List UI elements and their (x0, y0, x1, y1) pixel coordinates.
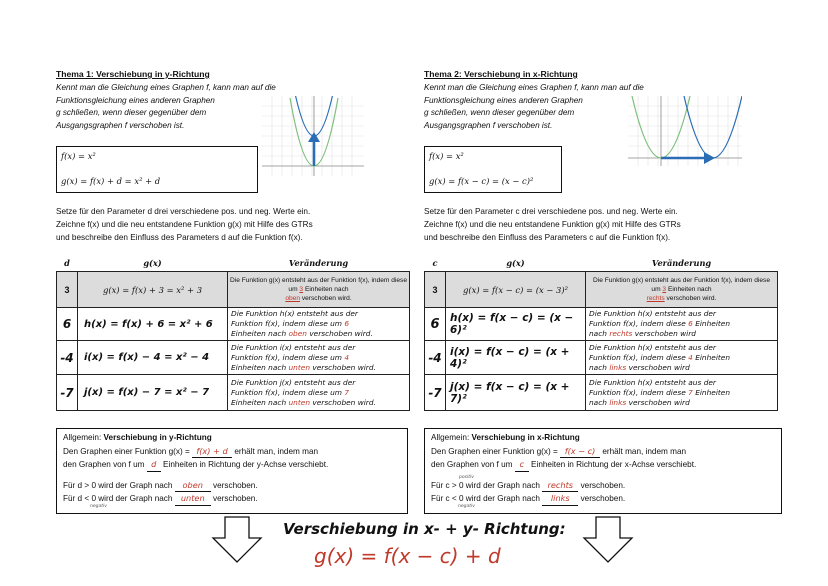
right-task-line: Setze für den Parameter c drei verschiedene pos. und neg. Werte ein. (424, 207, 678, 216)
dir: unten (288, 362, 310, 372)
row-func: h(x) = f(x) + 6 = x² + 6 (78, 308, 228, 341)
text: Einheiten nach (667, 285, 712, 293)
left-intro-line: Ausgangsgraphen f verschoben ist. (56, 120, 185, 130)
right-formula-box (424, 146, 562, 193)
text: Einheiten (695, 319, 731, 328)
text: Die Funktion h(x) entsteht aus der (589, 342, 716, 352)
blank-answer: c (515, 458, 529, 472)
row-param: -7 (425, 375, 446, 411)
text: verschoben wird. (312, 397, 376, 407)
left-formula-box (56, 146, 258, 193)
text: Die Funktion i(x) entsteht aus der (231, 342, 356, 352)
text: verschoben. (580, 480, 626, 490)
col-header: c (432, 258, 438, 268)
row-func: g(x) = f(x) + 3 = x² + 3 (78, 272, 228, 308)
right-down-arrow-icon (582, 516, 634, 564)
summary-label: Allgemein: (431, 433, 470, 442)
right-intro-line: g schließen, wenn dieser gegenüber dem (424, 108, 575, 118)
text: Die Funktion g(x) entsteht aus der Funktion f(x), indem diese um (592, 276, 770, 293)
right-formula-g: g(x) = f(x − c) = (x − c)² (429, 176, 534, 186)
text: verschoben wird (628, 362, 690, 372)
num: 7 (344, 387, 350, 397)
row-change (586, 375, 778, 411)
text: verschoben. (580, 494, 626, 504)
text: Funktion f(x), indem diese um (231, 387, 342, 397)
text: Den Graphen einer Funktion g(x) = (431, 446, 558, 456)
table-row (425, 341, 778, 375)
text: Einheiten nach (231, 329, 287, 338)
text: verschoben wird. (309, 329, 373, 338)
left-intro-line: Funktionsgleichung eines anderen Graphen (56, 95, 215, 105)
text: verschoben. (213, 494, 258, 504)
text: Für c > 0 wird der Graph nach (431, 480, 540, 490)
table-row (425, 308, 778, 341)
text: Funktion f(x), indem diese (589, 352, 686, 362)
row-param: -7 (57, 375, 78, 411)
row-change (228, 272, 410, 308)
text: nach (589, 397, 607, 407)
dir: links (609, 397, 627, 407)
right-intro-line: Funktionsgleichung eines anderen Graphen (424, 95, 583, 105)
right-graph (628, 96, 742, 166)
row-param: 3 (57, 272, 78, 308)
col-header: g(x) (506, 258, 525, 268)
col-header: Veränderung (651, 258, 712, 268)
right-task-line: und beschreibe den Einfluss des Parameters c auf die Funktion f(x). (424, 233, 671, 242)
row-func: g(x) = f(x − c) = (x − 3)² (446, 272, 586, 308)
num: 6 (344, 319, 350, 328)
text: Einheiten in Richtung der x-Achse verschiebt. (531, 460, 697, 470)
blank-answer: rechts (542, 479, 578, 493)
left-formula-g: g(x) = f(x) + d = x² + d (61, 176, 161, 186)
row-change (586, 272, 778, 308)
right-title: Thema 2: Verschiebung in x-Richtung (424, 69, 578, 79)
right-intro-line: Kennt man die Gleichung eines Graphen f, kann man auf die (424, 83, 644, 92)
table-row (57, 375, 410, 411)
bottom-formula: g(x) = f(x − c) + d (314, 544, 501, 568)
table-row (57, 341, 410, 375)
summary-heading: Verschiebung in x-Richtung (471, 433, 580, 442)
text: Einheiten (695, 387, 731, 397)
text: nach (589, 329, 607, 338)
row-change (586, 308, 778, 341)
blank-answer: d (147, 458, 161, 472)
text: erhält man, indem man (234, 446, 319, 456)
blank-num: 3 (299, 285, 304, 293)
text: Die Funktion j(x) entsteht aus der (231, 377, 356, 387)
left-intro-line: Kennt man die Gleichung eines Graphen f, kann man auf die (56, 83, 276, 92)
left-down-arrow-icon (211, 516, 263, 564)
text: erhält man, indem man (602, 446, 687, 456)
text: verschoben wird. (301, 295, 352, 303)
right-summary-box (424, 428, 782, 514)
text: den Graphen von f um (431, 460, 513, 470)
text: nach (589, 362, 607, 372)
left-task-line: Zeichne f(x) und die neu entstandene Funktion g(x) mit Hilfe des GTRs (56, 220, 313, 229)
text: den Graphen von f um (63, 460, 145, 470)
col-header: Veränderung (288, 258, 349, 268)
summary-label: Allgemein: (63, 433, 102, 442)
left-intro-line: g schließen, wenn dieser gegenüber dem (56, 108, 207, 118)
text: Funktion f(x), indem diese um (231, 352, 342, 362)
row-func: i(x) = f(x) − 4 = x² − 4 (78, 341, 228, 375)
num: 4 (688, 352, 693, 362)
row-func: j(x) = f(x) − 7 = x² − 7 (78, 375, 228, 411)
text: Für c < 0 wird der Graph nach (431, 494, 540, 504)
text: Einheiten nach (304, 285, 349, 293)
right-task (424, 205, 784, 244)
dir: rechts (609, 329, 633, 338)
text: verschoben wird. (666, 295, 717, 303)
handwritten-note: negativ (458, 504, 475, 510)
text: verschoben wird. (312, 362, 376, 372)
num: 6 (688, 319, 693, 328)
dir: unten (288, 397, 310, 407)
table-row (425, 375, 778, 411)
row-param: 6 (425, 308, 446, 341)
left-title: Thema 1: Verschiebung in y-Richtung (56, 69, 210, 79)
blank-dir: rechts (646, 295, 665, 303)
row-param: -4 (57, 341, 78, 375)
dir: oben (288, 329, 307, 338)
blank-answer: links (542, 492, 578, 506)
text: Funktion f(x), indem diese um (231, 319, 342, 328)
handwritten-note: positiv (459, 474, 474, 480)
text: Für d > 0 wird der Graph nach (63, 480, 173, 490)
col-header: d (64, 258, 70, 268)
left-summary-box (56, 428, 408, 514)
left-task-line: und beschreibe den Einfluss des Parameters d auf die Funktion f(x). (56, 233, 303, 242)
blank-answer: oben (175, 479, 211, 493)
handwritten-note: negativ (90, 504, 107, 510)
right-intro-line: Ausgangsgraphen f verschoben ist. (424, 120, 553, 130)
text: Den Graphen einer Funktion g(x) = (63, 446, 190, 456)
text: Einheiten nach (231, 397, 287, 407)
left-graph (262, 96, 364, 176)
summary-heading: Verschiebung in y-Richtung (103, 433, 212, 442)
text: Für d < 0 wird der Graph nach (63, 494, 173, 504)
blank-answer: unten (175, 492, 211, 506)
text: Die Funktion h(x) entsteht aus der (589, 377, 716, 387)
text: verschoben wird (634, 329, 696, 338)
text: Funktion f(x), indem diese (589, 319, 686, 328)
row-change (228, 341, 410, 375)
right-task-line: Zeichne f(x) und die neu entstandene Funktion g(x) mit Hilfe des GTRs (424, 220, 681, 229)
left-task (56, 205, 416, 244)
left-table (56, 255, 410, 411)
left-formula-f: f(x) = x² (61, 151, 96, 161)
text: verschoben wird (628, 397, 690, 407)
graph-g (684, 96, 742, 158)
text: Die Funktion h(x) entsteht aus der (589, 309, 716, 318)
row-param: 6 (57, 308, 78, 341)
num: 7 (688, 387, 693, 397)
arrow-head-icon (704, 152, 715, 164)
text: Funktion f(x), indem diese (589, 387, 686, 397)
left-task-line: Setze für den Parameter d drei verschiedene pos. und neg. Werte ein. (56, 207, 311, 216)
row-func: i(x) = f(x − c) = (x + 4)² (446, 341, 586, 375)
blank-num: 3 (662, 285, 667, 293)
table-row (425, 272, 778, 308)
text: Einheiten in Richtung der y-Achse verschiebt. (163, 460, 329, 470)
row-change (228, 375, 410, 411)
blank-answer: f(x) + d (192, 445, 232, 459)
row-func: j(x) = f(x − c) = (x + 7)² (446, 375, 586, 411)
row-change (228, 308, 410, 341)
dir: links (609, 362, 627, 372)
blank-answer: f(x − c) (560, 445, 600, 459)
blank-dir: oben (285, 295, 300, 303)
text: Die Funktion h(x) entsteht aus der (231, 309, 358, 318)
num: 4 (344, 352, 350, 362)
row-func: h(x) = f(x − c) = (x − 6)² (446, 308, 586, 341)
right-formula-f: f(x) = x² (429, 151, 464, 161)
table-row (57, 272, 410, 308)
row-param: 3 (425, 272, 446, 308)
right-table (424, 255, 778, 411)
col-header: g(x) (143, 258, 162, 268)
text: Einheiten nach (231, 362, 287, 372)
row-param: -4 (425, 341, 446, 375)
text: Die Funktion g(x) entsteht aus der Funktion f(x), indem diese um (230, 276, 408, 293)
row-change (586, 341, 778, 375)
text: Einheiten (695, 352, 731, 362)
text: verschoben. (213, 480, 258, 490)
table-row (57, 308, 410, 341)
bottom-title: Verschiebung in x- + y- Richtung: (283, 520, 566, 538)
